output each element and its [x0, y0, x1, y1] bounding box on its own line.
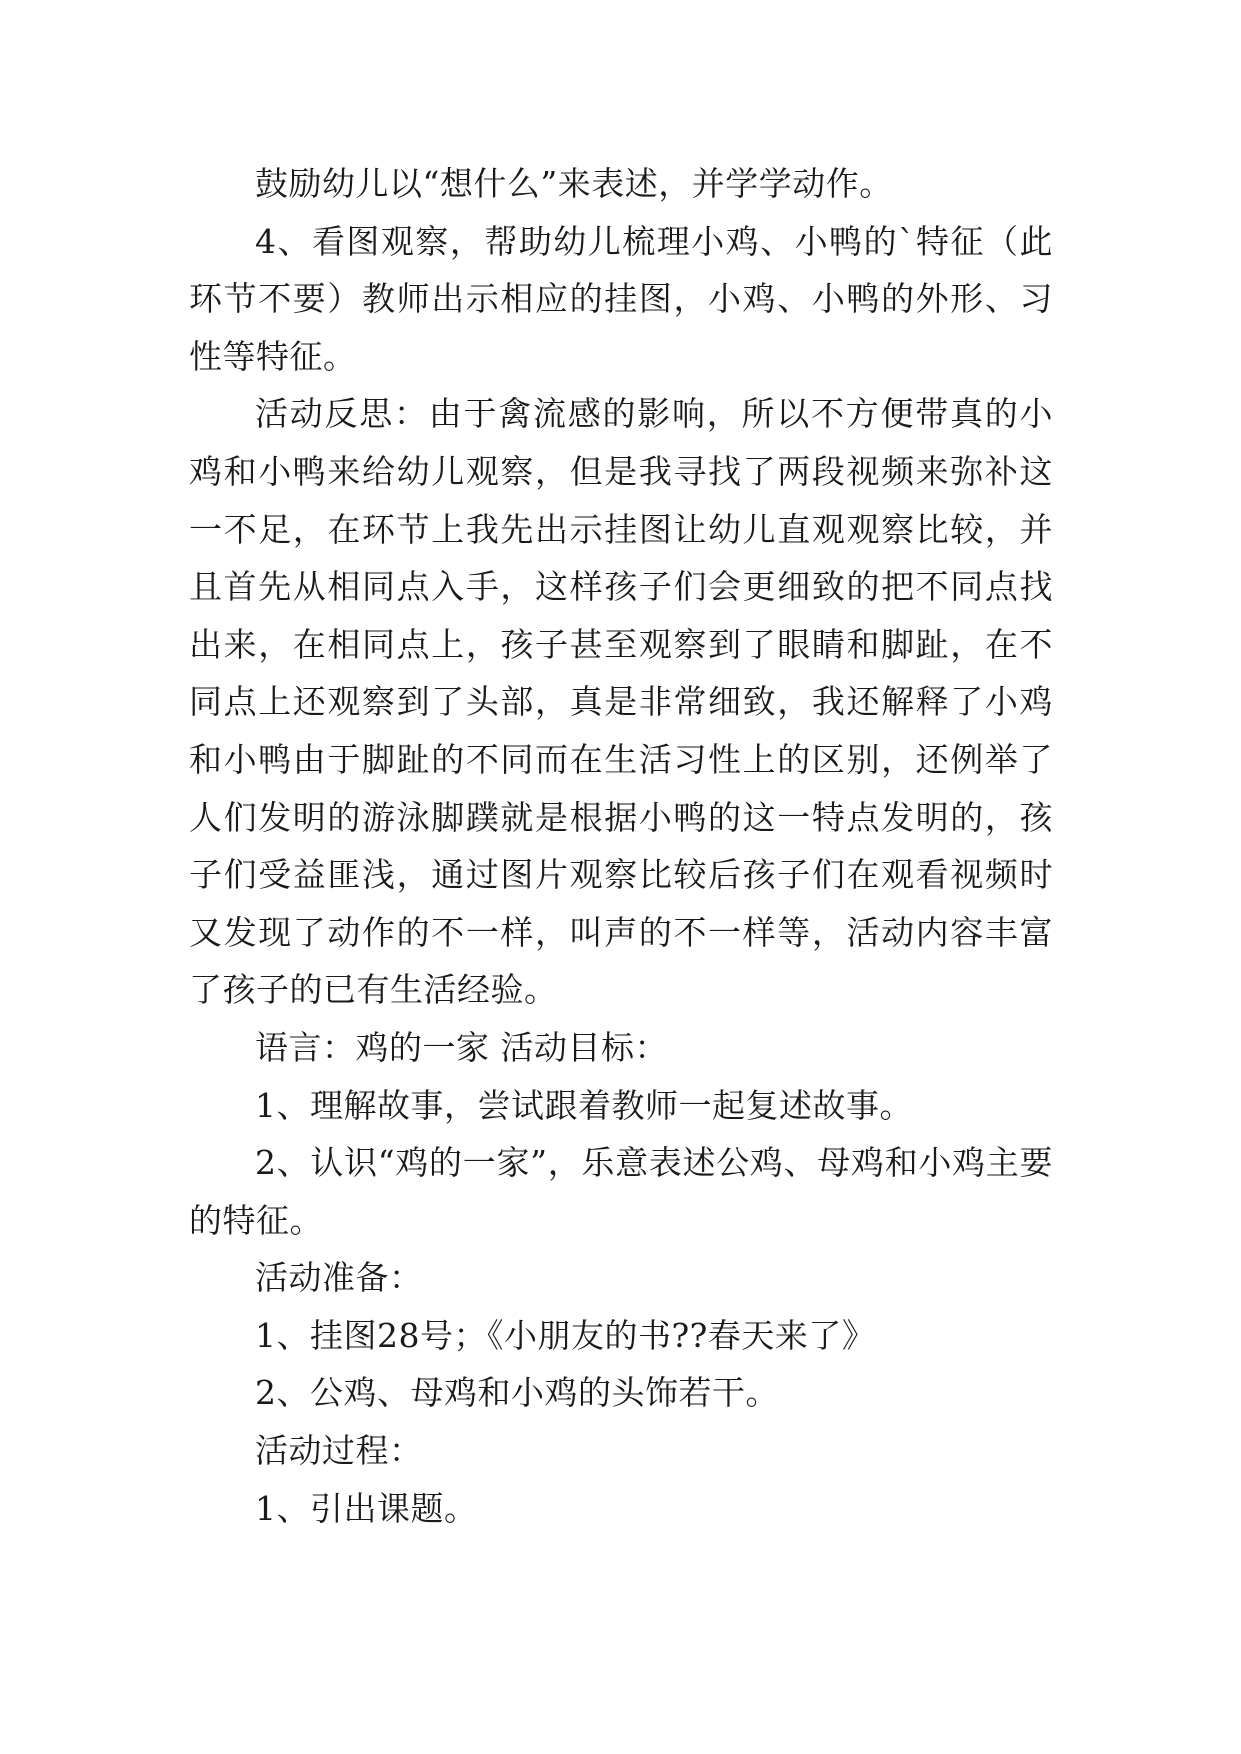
paragraph-process-1: 1、引出课题。	[255, 1488, 478, 1528]
paragraph-activity-reflection: 活动反思：由于禽流感的影响，所以不方便带真的小鸡和小鸭来给幼儿观察，但是我寻找了两段视频来弥补这一不足，在环节上我先出示挂图让幼儿直观观察比较，并且首先从相同点入手，这样孩子们会更细致的把不同点找出来，在相同点上，孩子甚至观察到了眼睛和脚趾，在不同点上还观察到了头部，真是非常细致，我还解释了小鸡和小鸭由于脚趾的不同而在生活习性上的区别，还例举了人们发明的游泳脚蹼就是根据小鸭的这一特点发明的，孩子们受益匪浅，通过图片观察比较后孩子们在观看视频时又发现了动作的不一样，叫声的不一样等，活动内容丰富了孩子的已有生活经验。	[189, 394, 1053, 1010]
paragraph-preparation-1: 1、挂图28号；《小朋友的书??春天来了》	[255, 1315, 876, 1355]
paragraph-step-4-observe: 4、看图观察，帮助幼儿梳理小鸡、小鸭的`特征（此环节不要）教师出示相应的挂图，小鸡、小鸭的外形、习性等特征。	[189, 221, 1053, 376]
paragraph-encourage-children: 鼓励幼儿以“想什么”来表述，并学学动作。	[255, 164, 893, 203]
paragraph-goal-1: 1、理解故事，尝试跟着教师一起复述故事。	[255, 1085, 913, 1125]
paragraph-language-heading: 语言：鸡的一家 活动目标：	[255, 1027, 668, 1067]
paragraph-process-heading: 活动过程：	[255, 1431, 423, 1471]
document-body	[189, 155, 1053, 1537]
paragraph-goal-2: 2、认识“鸡的一家”，乐意表述公鸡、母鸡和小鸡主要的特征。	[189, 1143, 1053, 1240]
paragraph-preparation-2: 2、公鸡、母鸡和小鸡的头饰若干。	[255, 1373, 779, 1413]
paragraph-preparation-heading: 活动准备：	[255, 1258, 423, 1298]
